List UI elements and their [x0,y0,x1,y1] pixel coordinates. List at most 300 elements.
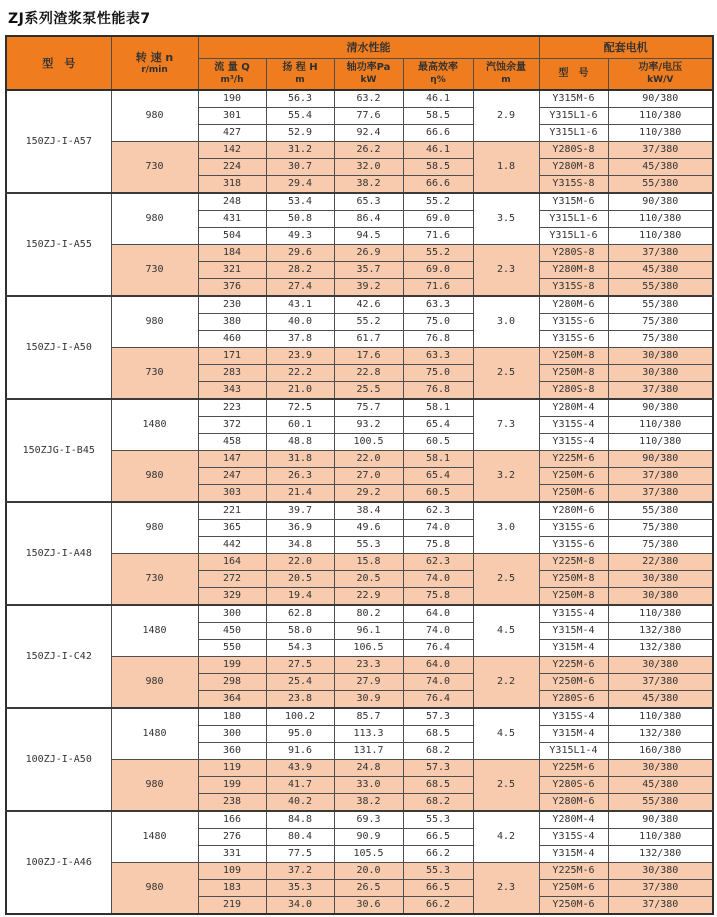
shaft-power-cell: 105.5 [334,846,403,863]
col-group-motor: 配套电机 [539,36,713,58]
efficiency-cell: 75.8 [403,537,473,554]
motor-model-cell: Y250M-8 [539,348,608,365]
col-header-efficiency-label: 最高效率 [418,62,458,74]
head-cell: 21.4 [266,485,334,503]
motor-power-cell: 37/380 [608,897,713,915]
efficiency-cell: 63.3 [403,348,473,365]
shaft-power-cell: 49.6 [334,520,403,537]
flow-cell: 119 [198,760,266,777]
motor-model-cell: Y315S-6 [539,331,608,348]
flow-cell: 343 [198,382,266,400]
model-cell: 150ZJ-I-A57 [6,90,111,193]
col-header-speed-label: 转 速 n [135,50,174,64]
npsh-cell: 2.3 [473,863,539,915]
head-cell: 91.6 [266,743,334,760]
shaft-power-cell: 25.5 [334,382,403,400]
col-header-model-label: 型 号 [42,56,76,70]
motor-model-cell: Y315L1-4 [539,743,608,760]
table-row [6,245,713,262]
motor-power-cell: 75/380 [608,537,713,554]
motor-model-cell: Y250M-6 [539,880,608,897]
motor-power-cell: 55/380 [608,794,713,812]
motor-model-cell: Y250M-6 [539,897,608,915]
head-cell: 26.3 [266,468,334,485]
motor-model-cell: Y225M-6 [539,760,608,777]
head-cell: 50.8 [266,211,334,228]
shaft-power-cell: 85.7 [334,708,403,726]
shaft-power-cell: 30.9 [334,691,403,709]
head-cell: 62.8 [266,605,334,623]
col-header-flow-label: 流 量 Q [214,62,250,74]
motor-model-cell: Y225M-8 [539,554,608,571]
efficiency-cell: 58.5 [403,108,473,125]
motor-power-cell: 55/380 [608,176,713,194]
efficiency-cell: 66.2 [403,897,473,915]
head-cell: 19.4 [266,588,334,606]
flow-cell: 450 [198,623,266,640]
flow-cell: 318 [198,176,266,194]
efficiency-cell: 65.4 [403,468,473,485]
motor-model-cell: Y280M-6 [539,296,608,314]
npsh-cell: 3.5 [473,193,539,245]
motor-model-cell: Y280M-6 [539,502,608,520]
head-cell: 22.0 [266,554,334,571]
table-row [6,142,713,159]
speed-cell: 1480 [111,708,198,760]
col-header-efficiency-unit: η% [430,75,446,86]
head-cell: 34.0 [266,897,334,915]
efficiency-cell: 55.2 [403,193,473,211]
head-cell: 28.2 [266,262,334,279]
motor-power-cell: 30/380 [608,348,713,365]
head-cell: 84.8 [266,811,334,829]
efficiency-cell: 58.1 [403,399,473,417]
flow-cell: 221 [198,502,266,520]
shaft-power-cell: 22.8 [334,365,403,382]
motor-model-cell: Y225M-6 [539,451,608,468]
table-row [6,760,713,777]
shaft-power-cell: 26.2 [334,142,403,159]
flow-cell: 331 [198,846,266,863]
head-cell: 27.5 [266,657,334,674]
col-header-speed [111,36,198,90]
head-cell: 55.4 [266,108,334,125]
motor-power-cell: 110/380 [608,125,713,142]
speed-cell: 1480 [111,811,198,863]
motor-power-cell: 30/380 [608,760,713,777]
head-cell: 49.3 [266,228,334,245]
model-cell: 150ZJ-I-C42 [6,605,111,708]
motor-power-cell: 160/380 [608,743,713,760]
efficiency-cell: 55.2 [403,245,473,262]
npsh-cell: 4.2 [473,811,539,863]
motor-power-cell: 37/380 [608,245,713,262]
model-cell: 150ZJ-I-A55 [6,193,111,296]
npsh-cell: 4.5 [473,605,539,657]
motor-model-cell: Y280S-8 [539,382,608,400]
motor-model-cell: Y250M-6 [539,485,608,503]
shaft-power-cell: 38.2 [334,176,403,194]
motor-power-cell: 110/380 [608,108,713,125]
flow-cell: 380 [198,314,266,331]
motor-power-cell: 55/380 [608,502,713,520]
motor-power-cell: 30/380 [608,863,713,880]
col-group-clear-water: 清水性能 [198,36,539,58]
shaft-power-cell: 22.0 [334,451,403,468]
motor-power-cell: 110/380 [608,434,713,451]
efficiency-cell: 69.0 [403,262,473,279]
motor-model-cell: Y315S-6 [539,314,608,331]
motor-power-cell: 132/380 [608,640,713,657]
efficiency-cell: 66.5 [403,829,473,846]
motor-power-cell: 37/380 [608,468,713,485]
motor-model-cell: Y315M-4 [539,726,608,743]
motor-power-cell: 75/380 [608,520,713,537]
motor-model-cell: Y280S-8 [539,142,608,159]
efficiency-cell: 74.0 [403,623,473,640]
efficiency-cell: 63.3 [403,296,473,314]
shaft-power-cell: 94.5 [334,228,403,245]
efficiency-cell: 71.6 [403,228,473,245]
npsh-cell: 2.9 [473,90,539,142]
motor-model-cell: Y315S-8 [539,279,608,297]
table-row [6,399,713,417]
flow-cell: 431 [198,211,266,228]
speed-cell: 980 [111,451,198,503]
motor-model-cell: Y280M-6 [539,794,608,812]
motor-power-cell: 37/380 [608,382,713,400]
flow-cell: 219 [198,897,266,915]
table-row [6,193,713,211]
col-header-motor-model-label: 型 号 [558,68,589,80]
head-cell: 100.2 [266,708,334,726]
flow-cell: 360 [198,743,266,760]
efficiency-cell: 60.5 [403,434,473,451]
efficiency-cell: 58.5 [403,159,473,176]
shaft-power-cell: 27.9 [334,674,403,691]
shaft-power-cell: 22.9 [334,588,403,606]
model-cell: 150ZJ-I-A50 [6,296,111,399]
npsh-cell: 4.5 [473,708,539,760]
head-cell: 53.4 [266,193,334,211]
motor-model-cell: Y315L1-6 [539,108,608,125]
motor-power-cell: 45/380 [608,262,713,279]
speed-cell: 980 [111,296,198,348]
col-header-head [266,58,334,90]
npsh-cell: 1.8 [473,142,539,194]
efficiency-cell: 66.2 [403,846,473,863]
efficiency-cell: 46.1 [403,142,473,159]
flow-cell: 180 [198,708,266,726]
head-cell: 37.8 [266,331,334,348]
head-cell: 36.9 [266,520,334,537]
shaft-power-cell: 93.2 [334,417,403,434]
npsh-cell: 3.0 [473,296,539,348]
col-header-speed-unit: r/min [141,64,168,75]
motor-power-cell: 90/380 [608,193,713,211]
flow-cell: 427 [198,125,266,142]
npsh-cell: 2.5 [473,348,539,400]
motor-power-cell: 90/380 [608,399,713,417]
motor-power-cell: 30/380 [608,657,713,674]
shaft-power-cell: 20.0 [334,863,403,880]
table-row [6,554,713,571]
speed-cell: 980 [111,193,198,245]
efficiency-cell: 68.2 [403,794,473,812]
motor-model-cell: Y315S-4 [539,829,608,846]
motor-power-cell: 45/380 [608,777,713,794]
motor-power-cell: 132/380 [608,726,713,743]
head-cell: 48.8 [266,434,334,451]
speed-cell: 980 [111,502,198,554]
model-cell: 150ZJ-I-A48 [6,502,111,605]
flow-cell: 460 [198,331,266,348]
flow-cell: 248 [198,193,266,211]
efficiency-cell: 75.0 [403,365,473,382]
shaft-power-cell: 113.3 [334,726,403,743]
shaft-power-cell: 20.5 [334,571,403,588]
shaft-power-cell: 32.0 [334,159,403,176]
speed-cell: 730 [111,142,198,194]
flow-cell: 272 [198,571,266,588]
col-header-flow [198,58,266,90]
efficiency-cell: 66.5 [403,880,473,897]
flow-cell: 247 [198,468,266,485]
motor-power-cell: 110/380 [608,228,713,245]
efficiency-cell: 57.3 [403,760,473,777]
motor-power-cell: 37/380 [608,485,713,503]
flow-cell: 142 [198,142,266,159]
shaft-power-cell: 29.2 [334,485,403,503]
shaft-power-cell: 131.7 [334,743,403,760]
col-header-shaft-power-unit: kW [360,75,377,86]
flow-cell: 238 [198,794,266,812]
flow-cell: 372 [198,417,266,434]
head-cell: 58.0 [266,623,334,640]
motor-model-cell: Y280S-6 [539,691,608,709]
shaft-power-cell: 86.4 [334,211,403,228]
shaft-power-cell: 77.6 [334,108,403,125]
shaft-power-cell: 75.7 [334,399,403,417]
motor-power-cell: 90/380 [608,811,713,829]
shaft-power-cell: 55.2 [334,314,403,331]
shaft-power-cell: 39.2 [334,279,403,297]
efficiency-cell: 74.0 [403,571,473,588]
shaft-power-cell: 38.2 [334,794,403,812]
head-cell: 31.2 [266,142,334,159]
motor-power-cell: 30/380 [608,365,713,382]
flow-cell: 224 [198,159,266,176]
head-cell: 60.1 [266,417,334,434]
motor-model-cell: Y280S-8 [539,245,608,262]
motor-power-cell: 90/380 [608,90,713,108]
col-header-npsh-label: 汽蚀余量 [486,62,526,74]
head-cell: 34.8 [266,537,334,554]
npsh-cell: 7.3 [473,399,539,451]
head-cell: 39.7 [266,502,334,520]
head-cell: 29.6 [266,245,334,262]
motor-model-cell: Y225M-6 [539,863,608,880]
speed-cell: 980 [111,90,198,142]
head-cell: 41.7 [266,777,334,794]
motor-model-cell: Y315L1-6 [539,211,608,228]
head-cell: 95.0 [266,726,334,743]
head-cell: 43.1 [266,296,334,314]
table-row [6,708,713,726]
npsh-cell: 3.2 [473,451,539,503]
col-header-head-label: 扬 程 H [282,62,318,74]
head-cell: 43.9 [266,760,334,777]
motor-model-cell: Y315S-4 [539,708,608,726]
motor-power-cell: 30/380 [608,588,713,606]
head-cell: 80.4 [266,829,334,846]
shaft-power-cell: 63.2 [334,90,403,108]
shaft-power-cell: 42.6 [334,296,403,314]
flow-cell: 376 [198,279,266,297]
head-cell: 23.9 [266,348,334,365]
flow-cell: 199 [198,777,266,794]
flow-cell: 442 [198,537,266,554]
efficiency-cell: 68.5 [403,777,473,794]
pump-performance-table [5,35,714,915]
shaft-power-cell: 80.2 [334,605,403,623]
motor-model-cell: Y225M-6 [539,657,608,674]
col-header-efficiency [403,58,473,90]
flow-cell: 365 [198,520,266,537]
shaft-power-cell: 24.8 [334,760,403,777]
flow-cell: 321 [198,262,266,279]
table-row [6,502,713,520]
model-cell: 150ZJG-I-B45 [6,399,111,502]
head-cell: 77.5 [266,846,334,863]
col-header-npsh-unit: m [501,75,511,86]
head-cell: 21.0 [266,382,334,400]
flow-cell: 303 [198,485,266,503]
speed-cell: 980 [111,657,198,709]
shaft-power-cell: 35.7 [334,262,403,279]
speed-cell: 730 [111,348,198,400]
efficiency-cell: 58.1 [403,451,473,468]
motor-power-cell: 37/380 [608,142,713,159]
flow-cell: 223 [198,399,266,417]
efficiency-cell: 69.0 [403,211,473,228]
flow-cell: 298 [198,674,266,691]
efficiency-cell: 64.0 [403,657,473,674]
efficiency-cell: 66.6 [403,125,473,142]
table-header [6,36,713,90]
speed-cell: 980 [111,760,198,812]
motor-power-cell: 110/380 [608,605,713,623]
page-title: ZJ系列渣浆泵性能表7 [8,11,151,27]
motor-model-cell: Y315L1-6 [539,228,608,245]
flow-cell: 283 [198,365,266,382]
motor-model-cell: Y315M-4 [539,623,608,640]
col-header-flow-unit: m³/h [220,75,244,86]
motor-power-cell: 45/380 [608,159,713,176]
flow-cell: 364 [198,691,266,709]
shaft-power-cell: 27.0 [334,468,403,485]
motor-model-cell: Y315M-4 [539,846,608,863]
efficiency-cell: 74.0 [403,520,473,537]
table-row [6,296,713,314]
flow-cell: 230 [198,296,266,314]
table-body [6,90,713,914]
motor-power-cell: 132/380 [608,623,713,640]
motor-model-cell: Y250M-8 [539,588,608,606]
head-cell: 30.7 [266,159,334,176]
motor-power-cell: 110/380 [608,829,713,846]
efficiency-cell: 76.4 [403,640,473,657]
head-cell: 22.2 [266,365,334,382]
shaft-power-cell: 38.4 [334,502,403,520]
motor-power-cell: 90/380 [608,451,713,468]
shaft-power-cell: 100.5 [334,434,403,451]
shaft-power-cell: 33.0 [334,777,403,794]
col-header-motor-power [608,58,713,90]
speed-cell: 730 [111,554,198,606]
head-cell: 40.2 [266,794,334,812]
npsh-cell: 2.2 [473,657,539,709]
efficiency-cell: 57.3 [403,708,473,726]
table-row [6,811,713,829]
shaft-power-cell: 23.3 [334,657,403,674]
efficiency-cell: 68.2 [403,743,473,760]
shaft-power-cell: 61.7 [334,331,403,348]
motor-model-cell: Y250M-8 [539,571,608,588]
table-row [6,348,713,365]
flow-cell: 329 [198,588,266,606]
flow-cell: 147 [198,451,266,468]
speed-cell: 730 [111,245,198,297]
motor-power-cell: 132/380 [608,846,713,863]
col-header-head-unit: m [295,75,305,86]
efficiency-cell: 65.4 [403,417,473,434]
table-row [6,605,713,623]
col-header-motor-power-label: 功率/电压 [638,62,683,74]
flow-cell: 184 [198,245,266,262]
motor-model-cell: Y315M-6 [539,193,608,211]
flow-cell: 300 [198,726,266,743]
efficiency-cell: 75.0 [403,314,473,331]
motor-power-cell: 30/380 [608,571,713,588]
motor-power-cell: 110/380 [608,417,713,434]
motor-power-cell: 110/380 [608,211,713,228]
motor-model-cell: Y315S-4 [539,417,608,434]
head-cell: 52.9 [266,125,334,142]
shaft-power-cell: 106.5 [334,640,403,657]
motor-model-cell: Y250M-8 [539,365,608,382]
motor-power-cell: 75/380 [608,314,713,331]
table-row [6,451,713,468]
shaft-power-cell: 92.4 [334,125,403,142]
model-cell: 100ZJ-I-A46 [6,811,111,914]
flow-cell: 183 [198,880,266,897]
motor-model-cell: Y315L1-6 [539,125,608,142]
efficiency-cell: 75.8 [403,588,473,606]
head-cell: 72.5 [266,399,334,417]
motor-power-cell: 110/380 [608,708,713,726]
flow-cell: 300 [198,605,266,623]
head-cell: 27.4 [266,279,334,297]
motor-model-cell: Y280S-6 [539,777,608,794]
motor-model-cell: Y280M-8 [539,262,608,279]
speed-cell: 1480 [111,605,198,657]
efficiency-cell: 62.3 [403,502,473,520]
efficiency-cell: 68.5 [403,726,473,743]
col-header-npsh [473,58,539,90]
motor-model-cell: Y315S-4 [539,605,608,623]
flow-cell: 276 [198,829,266,846]
